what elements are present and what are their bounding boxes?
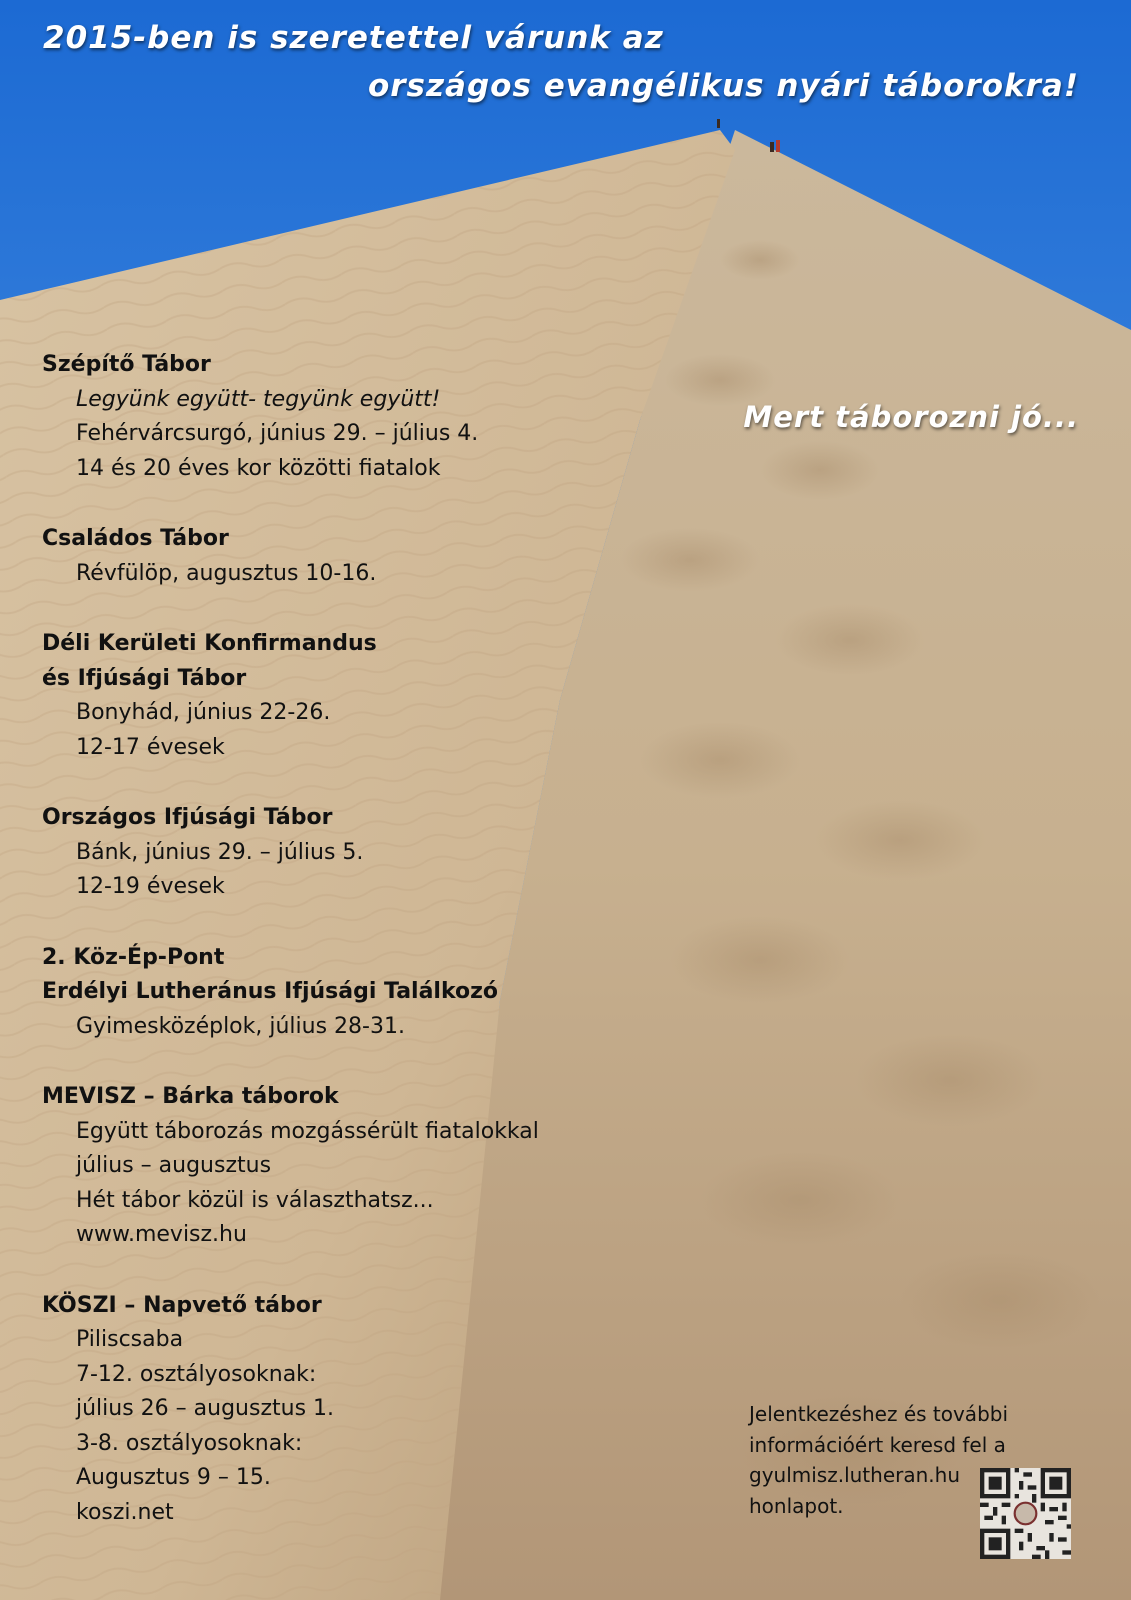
camp-title: MEVISZ – Bárka táborok [42, 1084, 339, 1109]
camp-szepito [42, 348, 642, 486]
camp-title: Családos Tábor [42, 526, 229, 551]
camp-detail: Gyimesközéplok, július 28-31. [76, 1013, 405, 1039]
camp-orszagos-ifjusagi [42, 801, 642, 905]
camp-detail: Fehérvárcsurgó, június 29. – július 4. [76, 421, 479, 446]
camp-title: és Ifjúsági Tábor [42, 665, 247, 691]
camp-title: Országos Ifjúsági Tábor [42, 805, 333, 830]
camp-detail: Hét tábor közül is választhatsz... [76, 1187, 434, 1213]
camp-detail: július – augusztus [76, 1153, 272, 1178]
camp-motto: Legyünk együtt- tegyünk együtt! [76, 386, 441, 412]
camp-detail: 3-8. osztályosoknak: [76, 1430, 303, 1456]
slogan: Mert táborozni jó... [743, 400, 1079, 434]
contact-line: honlapot. [749, 1493, 844, 1518]
camp-detail: Piliscsaba [76, 1327, 184, 1352]
camp-csalados [42, 522, 642, 591]
camp-list [42, 348, 642, 1530]
camp-detail: 14 és 20 éves kor közötti fiatalok [76, 455, 441, 481]
camp-detail: Együtt táborozás mozgássérült fiatalokkal [76, 1118, 539, 1144]
camp-website: www.mevisz.hu [76, 1222, 247, 1247]
contact-info [749, 1399, 1008, 1521]
camp-title: Szépítő Tábor [42, 352, 211, 377]
camp-title: KÖSZI – Napvető tábor [42, 1292, 322, 1318]
camp-deli-kerulet [42, 627, 642, 765]
camp-title: 2. Köz-Ép-Pont [42, 944, 225, 970]
camp-detail: 12-19 évesek [76, 874, 225, 899]
camp-title: Erdélyi Lutheránus Ifjúsági Találkozó [42, 979, 499, 1004]
camp-detail: 12-17 évesek [76, 734, 225, 760]
contact-website: gyulmisz.lutheran.hu [749, 1463, 960, 1487]
camp-detail: Augusztus 9 – 15. [76, 1465, 271, 1490]
camp-detail: Bánk, június 29. – július 5. [76, 839, 364, 865]
camp-detail: 7-12. osztályosoknak: [76, 1361, 317, 1387]
camp-koz-ep-pont [42, 941, 642, 1045]
camp-detail: Bonyhád, június 22-26. [76, 700, 331, 725]
qr-code-icon [980, 1468, 1071, 1559]
contact-line: Jelentkezéshez és további [749, 1402, 1009, 1426]
camp-title: Déli Kerületi Konfirmandus [42, 631, 377, 656]
camp-website: koszi.net [76, 1499, 174, 1525]
headline-line-2: országos evangélikus nyári táborokra! [367, 68, 1079, 104]
camp-detail: Révfülöp, augusztus 10-16. [76, 560, 377, 586]
camp-detail: július 26 – augusztus 1. [76, 1396, 335, 1421]
camp-mevisz [42, 1080, 642, 1253]
contact-line: információért keresd fel a [749, 1432, 1006, 1457]
camp-koszi [42, 1289, 642, 1531]
headline-line-1: 2015-ben is szeretettel várunk az [43, 20, 664, 56]
